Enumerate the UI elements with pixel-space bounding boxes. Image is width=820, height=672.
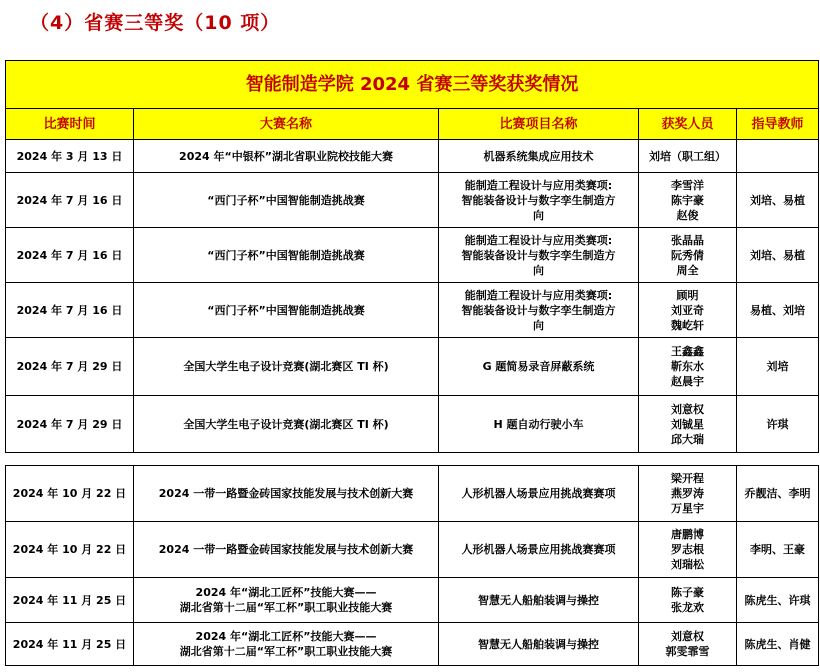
- cell-winners: 张晶晶 阮秀倩 周全: [639, 228, 737, 283]
- table-row: [6, 578, 819, 623]
- table-row: [6, 228, 819, 283]
- cell-advisors: 乔靓洁、李明: [737, 466, 819, 522]
- awards-table-part1: [5, 60, 819, 453]
- cell-date: 2024 年 7 月 16 日: [6, 228, 134, 283]
- cell-winners: 刘意权 刘铖星 邱大瑞: [639, 396, 737, 453]
- cell-advisors: 刘培、易植: [737, 173, 819, 228]
- cell-advisors: 陈虎生、肖健: [737, 623, 819, 666]
- cell-winners: 陈子豪 张龙欢: [639, 578, 737, 623]
- cell-contest: 2024 年“湖北工匠杯”技能大赛—— 湖北省第十二届“军工杯”职工职业技能大赛: [134, 623, 439, 666]
- cell-winners: 梁开程 燕罗涛 万星宇: [639, 466, 737, 522]
- cell-date: 2024 年 11 月 25 日: [6, 623, 134, 666]
- cell-advisors: 刘培、易植: [737, 228, 819, 283]
- table-row: [6, 396, 819, 453]
- table-row: [6, 283, 819, 338]
- cell-advisors: 刘培: [737, 338, 819, 396]
- table-row: [6, 338, 819, 396]
- section-heading: （4）省赛三等奖（10 项）: [30, 12, 281, 34]
- table-row: [6, 623, 819, 666]
- column-header: 大赛名称: [134, 109, 439, 140]
- cell-date: 2024 年 7 月 16 日: [6, 283, 134, 338]
- cell-project: 智慧无人船舶装调与操控: [439, 578, 639, 623]
- cell-project: 人形机器人场景应用挑战赛赛项: [439, 522, 639, 578]
- cell-date: 2024 年 10 月 22 日: [6, 522, 134, 578]
- column-header: 比赛时间: [6, 109, 134, 140]
- cell-contest: 2024 年“中银杯”湖北省职业院校技能大赛: [134, 140, 439, 173]
- cell-advisors: 许琪: [737, 396, 819, 453]
- cell-contest: “西门子杯”中国智能制造挑战赛: [134, 228, 439, 283]
- cell-date: 2024 年 10 月 22 日: [6, 466, 134, 522]
- cell-contest: 2024 年“湖北工匠杯”技能大赛—— 湖北省第十二届“军工杯”职工职业技能大赛: [134, 578, 439, 623]
- cell-advisors: 陈虎生、许琪: [737, 578, 819, 623]
- cell-date: 2024 年 7 月 16 日: [6, 173, 134, 228]
- cell-winners: 刘意权 郭雯霏雪: [639, 623, 737, 666]
- table-row: [6, 466, 819, 522]
- cell-advisors: 易植、刘培: [737, 283, 819, 338]
- cell-winners: 刘培（职工组）: [639, 140, 737, 173]
- cell-contest: “西门子杯”中国智能制造挑战赛: [134, 173, 439, 228]
- cell-project: 能制造工程设计与应用类赛项: 智能装备设计与数字孪生制造方 向: [439, 228, 639, 283]
- cell-contest: 2024 一带一路暨金砖国家技能发展与技术创新大赛: [134, 466, 439, 522]
- cell-date: 2024 年 7 月 29 日: [6, 338, 134, 396]
- column-header: 比赛项目名称: [439, 109, 639, 140]
- cell-winners: 顾明 刘亚奇 魏屹轩: [639, 283, 737, 338]
- column-header: 获奖人员: [639, 109, 737, 140]
- cell-project: 机器系统集成应用技术: [439, 140, 639, 173]
- cell-advisors: [737, 140, 819, 173]
- awards-table-part2: [5, 465, 819, 666]
- cell-project: 能制造工程设计与应用类赛项: 智能装备设计与数字孪生制造方 向: [439, 283, 639, 338]
- cell-winners: 王鑫鑫 靳东水 赵晨宇: [639, 338, 737, 396]
- table-row: [6, 173, 819, 228]
- cell-date: 2024 年 11 月 25 日: [6, 578, 134, 623]
- cell-project: H 题自动行驶小车: [439, 396, 639, 453]
- table-title: 智能制造学院 2024 省赛三等奖获奖情况: [6, 61, 819, 109]
- cell-project: 智慧无人船舶装调与操控: [439, 623, 639, 666]
- cell-project: 人形机器人场景应用挑战赛赛项: [439, 466, 639, 522]
- table-row: [6, 140, 819, 173]
- cell-contest: “西门子杯”中国智能制造挑战赛: [134, 283, 439, 338]
- cell-winners: 唐鹏博 罗志根 刘瑞松: [639, 522, 737, 578]
- cell-advisors: 李明、王豪: [737, 522, 819, 578]
- cell-contest: 全国大学生电子设计竞赛(湖北赛区 TI 杯): [134, 338, 439, 396]
- cell-project: G 题简易录音屏蔽系统: [439, 338, 639, 396]
- cell-contest: 全国大学生电子设计竞赛(湖北赛区 TI 杯): [134, 396, 439, 453]
- cell-project: 能制造工程设计与应用类赛项: 智能装备设计与数字孪生制造方 向: [439, 173, 639, 228]
- cell-date: 2024 年 7 月 29 日: [6, 396, 134, 453]
- column-header: 指导教师: [737, 109, 819, 140]
- table-row: [6, 522, 819, 578]
- cell-winners: 李雪洋 陈宇豪 赵俊: [639, 173, 737, 228]
- cell-date: 2024 年 3 月 13 日: [6, 140, 134, 173]
- cell-contest: 2024 一带一路暨金砖国家技能发展与技术创新大赛: [134, 522, 439, 578]
